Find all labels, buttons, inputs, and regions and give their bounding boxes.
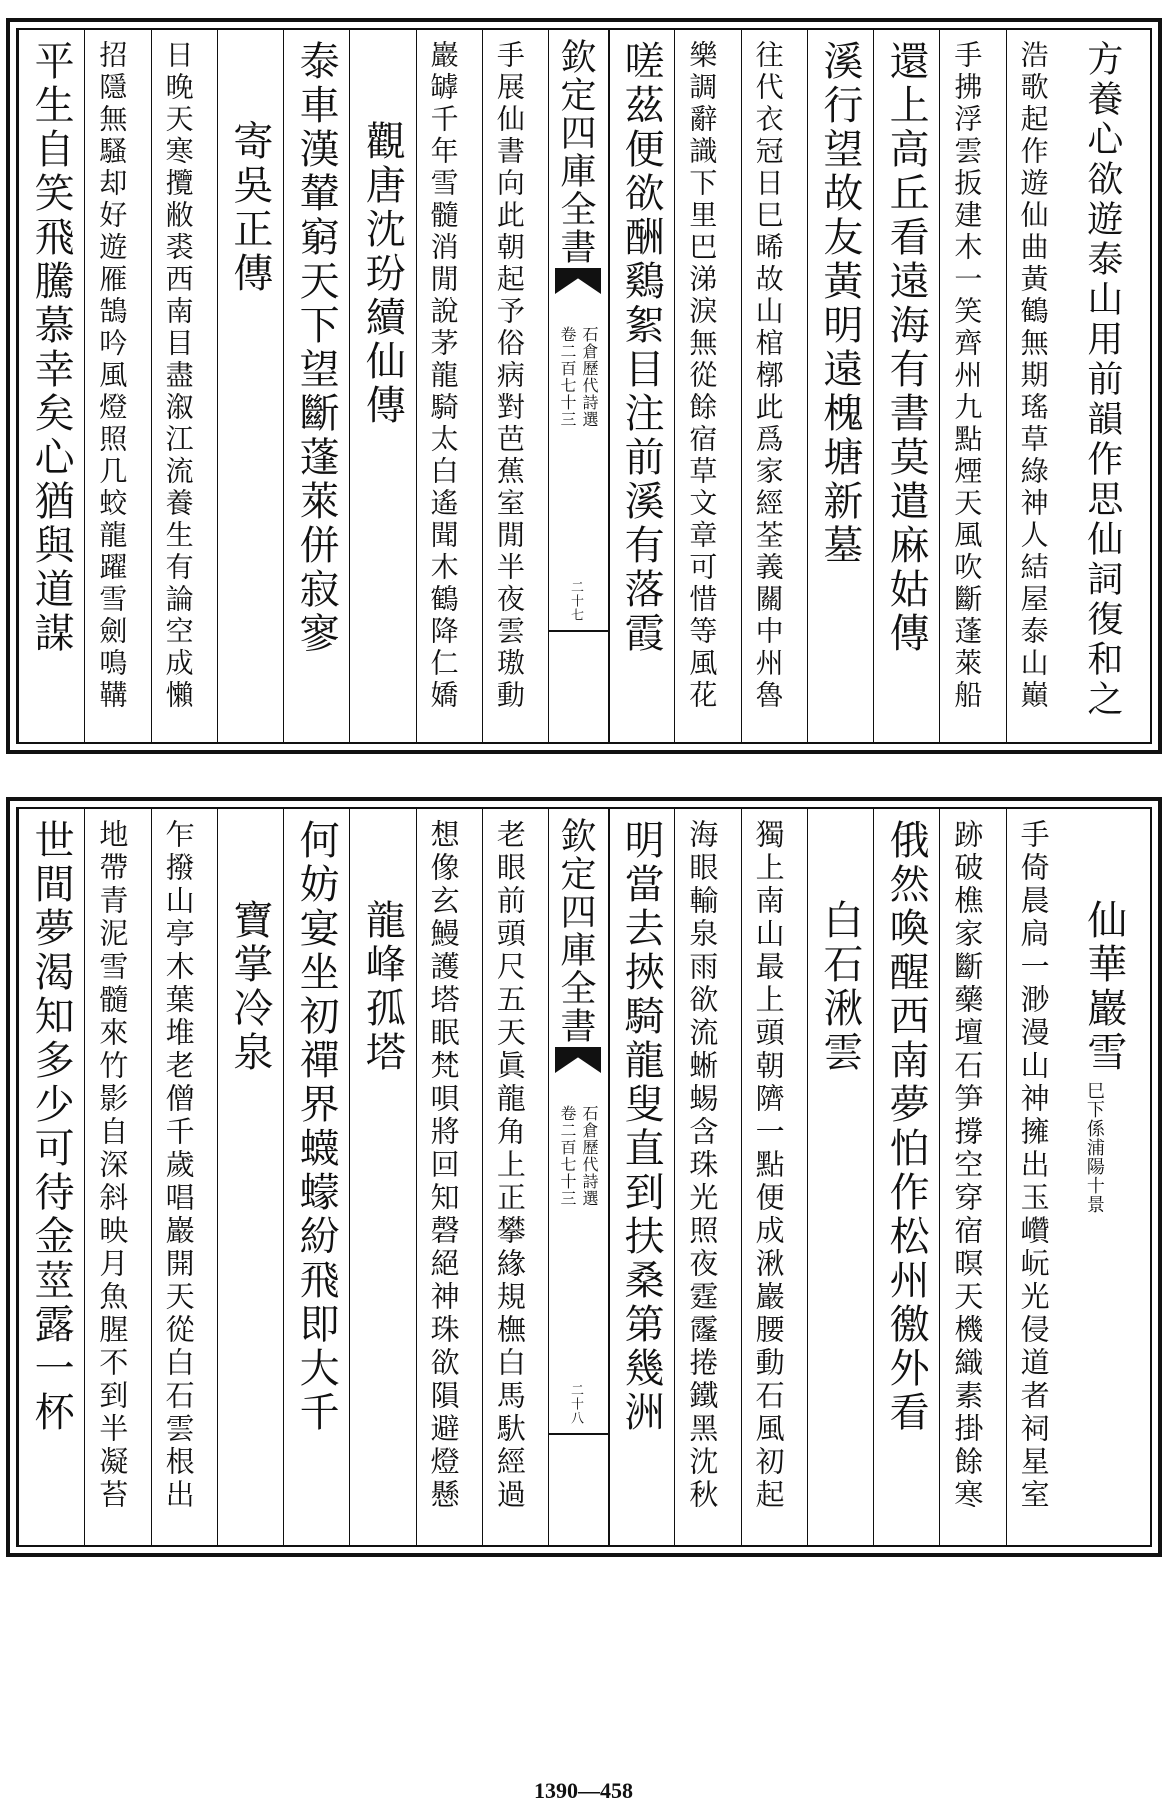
column-text: 浩歌起作遊仙曲黃鶴無期瑤草綠神人結屋泰山巔 — [1016, 40, 1050, 712]
text-column — [873, 809, 940, 1545]
top-page-frame — [16, 28, 1152, 744]
column-text: 巖罅千年雪髓消閒說茅龍騎太白遙聞木鶴降仁嬌 — [426, 40, 460, 712]
text-column — [18, 809, 85, 1545]
text-column — [482, 809, 549, 1545]
text-column — [349, 30, 416, 742]
column-text: 白石湫雲 — [816, 899, 863, 1075]
column-text: 樂調辭識下里巴涕淚無從餘宿草文章可惜等風花 — [685, 40, 719, 712]
fishtail-mark — [555, 1047, 601, 1073]
page-code: 1390—458 — [534, 1778, 633, 1803]
text-column — [84, 30, 151, 742]
text-column — [807, 30, 874, 742]
text-column — [674, 809, 741, 1545]
bottom-page-frame — [16, 807, 1152, 1547]
text-column — [1072, 30, 1138, 742]
text-column — [807, 809, 874, 1545]
column-text: 老眼前頭尺五天眞龍角上正攀緣規橅白馬馱經過 — [492, 819, 527, 1512]
fold-rule — [549, 630, 609, 632]
column-text: 手拂浮雲扳建木一笑齊州九點煙天風吹斷蓬萊船 — [950, 40, 984, 712]
column-text: 方養心欲遊泰山用前韻作思仙詞復和之 — [1081, 40, 1123, 720]
center-fold — [548, 30, 610, 742]
column-text: 何妨宴坐初禪界蠛蠓紛飛即大千 — [293, 819, 340, 1435]
column-text: 招隱無騷却好遊雁鵠吟風燈照几蛟龍躍雪劍鳴鞲 — [95, 40, 129, 712]
text-column — [283, 809, 350, 1545]
text-column — [741, 809, 808, 1545]
fold-rule — [549, 1433, 609, 1435]
column-text: 仙華巖雪 — [1080, 899, 1127, 1075]
column-text: 溪行望故友黃明遠槐塘新墓 — [816, 40, 863, 568]
source-label: 石倉歷代詩選 — [580, 326, 599, 428]
center-fold — [548, 809, 610, 1545]
text-column — [416, 809, 483, 1545]
column-text: 還上高丘看遠海有書莫遣麻姑傳 — [883, 40, 930, 656]
bottom-page — [6, 797, 1162, 1557]
text-column — [151, 30, 218, 742]
center-title: 欽定四庫全書 — [555, 38, 596, 266]
text-column — [608, 30, 675, 742]
top-page — [6, 18, 1162, 754]
column-text: 寄吳正傳 — [226, 120, 273, 296]
column-text: 日晚天寒攬敝裘西南目盡溆江流養生有論空成懶 — [161, 40, 195, 712]
column-text: 地帶青泥雪髓來竹影自深斜映月魚腥不到半凝苔 — [95, 819, 130, 1512]
column-text: 乍撥山亭木葉堆老僧千歲唱巖開天從白石雲根出 — [161, 819, 196, 1512]
column-text: 觀唐沈玢續仙傳 — [359, 120, 406, 428]
column-text: 平生自笑飛騰慕幸矣心猶與道謀 — [28, 40, 75, 656]
column-text: 海眼輸泉雨欲流蜥蜴含珠光照夜霆霳捲鐵黑沈秋 — [685, 819, 720, 1512]
text-column — [1072, 809, 1138, 1545]
text-column — [18, 30, 85, 742]
text-column — [741, 30, 808, 742]
column-text: 嗟茲便欲酬鷄絮目注前溪有落霞 — [618, 40, 665, 656]
text-column — [217, 30, 284, 742]
column-text: 泰車漢輦窮天下望斷蓬萊併寂寥 — [293, 40, 340, 656]
text-column — [939, 30, 1006, 742]
text-column — [283, 30, 350, 742]
text-column — [84, 809, 151, 1545]
column-text: 往代衣冠日巳晞故山棺槨此爲家經荃義關中州魯 — [751, 40, 785, 712]
column-text: 跡破樵家斷藥壇石笋撐空穿宿暝天機織素掛餘寒 — [950, 819, 985, 1512]
text-column — [939, 809, 1006, 1545]
column-text: 明當去挾騎龍叟直到扶桑第幾洲 — [618, 819, 665, 1435]
text-column — [1006, 809, 1073, 1545]
text-column — [608, 809, 675, 1545]
text-column — [873, 30, 940, 742]
column-note: 巳下係浦陽十景 — [1083, 1081, 1105, 1214]
text-column — [416, 30, 483, 742]
volume-label: 卷二百七十三 — [558, 326, 577, 428]
column-text: 想像玄鰻護塔眠梵唄將回知磬絕神珠欲隕避燈懸 — [426, 819, 461, 1512]
column-text: 獨上南山最上頭朝隮一點便成湫巖腰動石風初起 — [751, 819, 786, 1512]
column-text: 手倚晨扃一渺漫山神擁出玉巑岏光侵道者祠星室 — [1016, 819, 1051, 1512]
volume-label: 卷二百七十三 — [558, 1105, 577, 1207]
folio-number: 二十七 — [568, 580, 583, 622]
text-column — [349, 809, 416, 1545]
column-text: 世間夢渴知多少可待金莖露一杯 — [28, 819, 75, 1435]
column-text: 寶掌冷泉 — [226, 899, 273, 1075]
text-column — [151, 809, 218, 1545]
column-text: 手展仙書向此朝起予俗病對芭蕉室閒半夜雲璈動 — [492, 40, 526, 712]
text-column — [674, 30, 741, 742]
text-column — [217, 809, 284, 1545]
text-column — [482, 30, 549, 742]
fishtail-mark — [555, 268, 601, 294]
column-text: 俄然喚醒西南夢怕作松州徼外看 — [883, 819, 930, 1435]
column-text: 龍峰孤塔 — [359, 899, 406, 1075]
folio-number: 二十八 — [568, 1383, 583, 1425]
source-label: 石倉歷代詩選 — [580, 1105, 599, 1207]
text-column — [1006, 30, 1073, 742]
center-title: 欽定四庫全書 — [555, 817, 596, 1045]
